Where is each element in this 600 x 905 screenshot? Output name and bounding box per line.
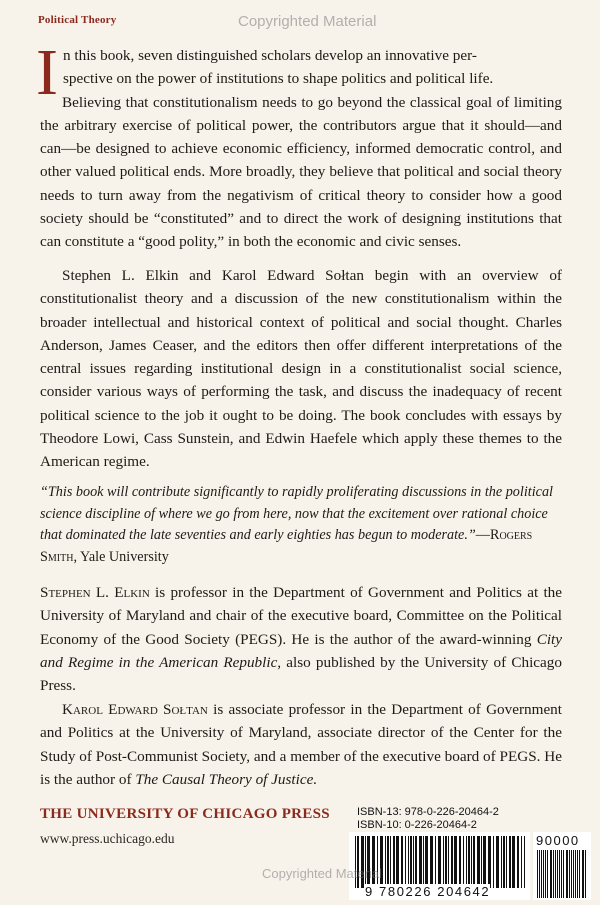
author-bio-elkin: [40, 581, 562, 697]
watermark-bottom: Copyrighted Material: [262, 866, 382, 881]
barcode-bar: [506, 836, 507, 888]
barcode-bar: [539, 850, 540, 898]
barcode-bar: [423, 836, 424, 888]
section-label: Political Theory: [38, 14, 117, 26]
barcode-bar: [390, 836, 391, 888]
barcode-bar: [396, 836, 399, 888]
quote-dash: —: [475, 527, 490, 543]
barcode-bar: [468, 836, 470, 888]
barcode-bar: [430, 836, 433, 888]
barcode-bar: [566, 850, 568, 898]
barcode-bar: [563, 850, 564, 898]
barcode-bar: [547, 850, 548, 898]
barcode-bar: [385, 836, 386, 888]
barcode-bar: [545, 850, 546, 898]
publisher-name: THE UNIVERSITY OF CHICAGO PRESS: [40, 806, 330, 822]
barcode-bar: [454, 836, 457, 888]
barcode-bar: [555, 850, 556, 898]
barcode-bar: [569, 850, 570, 898]
barcode-bar: [503, 836, 505, 888]
barcode-bar: [575, 850, 576, 898]
barcode-bar: [559, 850, 560, 898]
barcode-bar: [561, 850, 562, 898]
barcode-bar: [451, 836, 453, 888]
barcode-bar: [463, 836, 464, 888]
barcode-bar: [477, 836, 480, 888]
barcode-bar: [488, 836, 491, 888]
barcode-bar: [387, 836, 389, 888]
barcode-bar: [415, 836, 417, 888]
barcode-bar: [473, 836, 475, 888]
barcode-bar: [553, 850, 554, 898]
barcode-bar: [445, 836, 447, 888]
barcode-bar: [521, 836, 522, 888]
bio-name: Karol Edward Sołtan: [62, 701, 208, 718]
barcode-bar: [571, 850, 572, 898]
barcode-bar: [582, 850, 584, 898]
barcode-bar: [577, 850, 578, 898]
barcode-bar: [466, 836, 467, 888]
barcode-bar: [512, 836, 515, 888]
watermark-top: Copyrighted Material: [238, 13, 377, 30]
barcode-bar: [537, 850, 538, 898]
publisher-url: www.press.uchicago.edu: [40, 831, 175, 846]
quote-affiliation: , Yale University: [73, 548, 169, 565]
barcode-bar: [501, 836, 502, 888]
barcode-bar: [493, 836, 494, 888]
bio-text: is associate professor in the Department of Government and Politics at the University of Maryland, associate director of the Center for the Study of Post-Communist Society, and a member of the executive board of PEGS. He is the author of: [40, 701, 562, 788]
isbn-13: ISBN-13: 978-0-226-20464-2: [357, 806, 499, 818]
barcode-bar: [517, 836, 519, 888]
overview-paragraph: Stephen L. Elkin and Karol Edward Sołtan begin with an overview of constitutionalist theory and a discussion of the new constitutionalism within the broader intellectual and historical context of political and social thought. Charles Anderson, James Ceaser, and the editors then offer different interpretations of the central issues regarding institutional design in a constitutionalist social science, consider various ways of performing the task, and discuss the inadequacy of recent political science to the job it ought to be doing. The book concludes with essays by Theodore Lowi, Cass Sunstein, and Edwin Haefele which apply these themes to the American regime.: [40, 267, 562, 471]
barcode-bar: [541, 850, 542, 898]
barcode-bar: [496, 836, 499, 888]
intro-body: Believing that constitutionalism needs to go beyond the classical goal of limiting the arbitrary exercise of political power, the contributors argue that it should—and can—be designed to achieve economic efficiency, informed democratic control, and other valued political ends. More broadly, they believe that political and social theory needs to turn away from the negativism of critical theory to consider how a good society should be “constituted” and to direct the work of designing institutions that can constitute a “good polity,” in both the economic and civic senses.: [40, 93, 562, 251]
bio-book-title: The Causal Theory of Justice.: [135, 770, 318, 788]
barcode-bar: [471, 836, 472, 888]
barcode-digits: 9 780226 204642: [365, 884, 491, 899]
barcode-bar: [413, 836, 414, 888]
intro-line-2: spective on the power of institutions to shape politics and political life.: [63, 70, 494, 88]
barcode-bar: [550, 850, 552, 898]
price-barcode: [533, 832, 591, 900]
barcode-bar: [393, 836, 395, 888]
barcode-bar: [557, 850, 558, 898]
endorsement-quote: [40, 482, 562, 568]
bio-book-title: City and Regime in the American Republic,: [40, 630, 562, 671]
drop-cap: I: [36, 36, 58, 109]
barcode-bar: [408, 836, 409, 888]
bio-name: Stephen L. Elkin: [40, 584, 150, 601]
price-code: 90000: [536, 833, 580, 848]
barcode-bar: [410, 836, 412, 888]
barcode-bar: [438, 836, 441, 888]
intro-line-1: n this book, seven distinguished scholars develop an innovative per-: [63, 47, 477, 64]
barcode-bar: [448, 836, 449, 888]
barcode-bar: [459, 836, 461, 888]
bio-text-after: also published by the University of Chicago Press.: [40, 653, 562, 695]
bio-text: is professor in the Department of Government and Politics at the University of Maryland and chair of the executive board, Committee on the Political Economy of the Good Society (PEGS). He is the author of the award-winning: [40, 584, 563, 648]
barcode-bar: [419, 836, 422, 888]
barcode-bar: [443, 836, 444, 888]
author-bio-soltan: [40, 698, 562, 791]
barcode-bar: [425, 836, 428, 888]
barcode-bar: [509, 836, 511, 888]
intro-paragraph: [36, 36, 562, 254]
barcode-bar: [579, 850, 580, 898]
barcode-bar: [401, 836, 403, 888]
barcode-bar: [543, 850, 544, 898]
barcode-bar: [405, 836, 406, 888]
barcode-bar: [524, 836, 525, 888]
barcode-bar: [573, 850, 574, 898]
barcode-bar: [585, 850, 586, 898]
quote-author: Rogers Smith: [40, 527, 533, 565]
barcode-bar: [435, 836, 436, 888]
isbn-10: ISBN-10: 0-226-20464-2: [357, 819, 477, 831]
barcode-bar: [483, 836, 486, 888]
barcode-bar: [481, 836, 482, 888]
quote-text: “This book will contribute significantly to rapidly proliferating discussions in the political science discipline of where we go from here, now that the excitement over rational choice that dominated the late seventies and early eighties has begun to moderate.”: [40, 484, 553, 543]
